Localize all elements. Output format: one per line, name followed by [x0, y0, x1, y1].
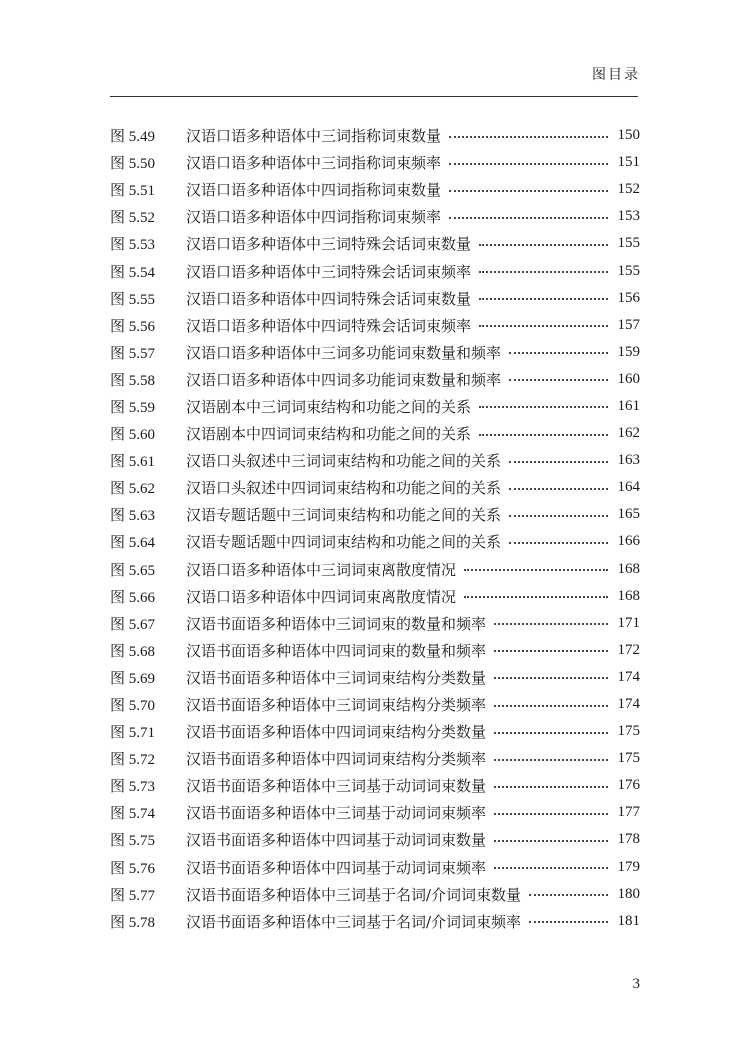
figure-label: 图 5.62: [110, 481, 156, 498]
figure-label: 图 5.72: [110, 752, 156, 769]
figure-label: 图 5.61: [110, 454, 156, 471]
figure-label: 图 5.74: [110, 806, 156, 823]
figure-title: 汉语口语多种语体中四词特殊会话词束频率: [186, 316, 472, 335]
figure-title: 汉语口语多种语体中三词特殊会话词束频率: [186, 262, 472, 281]
figure-label: 图 5.51: [110, 183, 156, 200]
figure-label: 图 5.56: [110, 318, 156, 335]
toc-entry[interactable]: [110, 854, 640, 881]
dot-leader: [479, 271, 608, 273]
figure-title: 汉语专题话题中三词词束结构和功能之间的关系: [186, 506, 502, 525]
figure-title: 汉语剧本中三词词束结构和功能之间的关系: [186, 397, 472, 416]
figure-page-number: 162: [617, 425, 640, 442]
figure-label: 图 5.59: [110, 399, 156, 416]
figure-label: 图 5.69: [110, 670, 156, 687]
figure-label: 图 5.54: [110, 264, 156, 281]
figure-page-number: 157: [617, 316, 640, 333]
toc-entry[interactable]: [110, 122, 640, 149]
figure-label: 图 5.65: [110, 562, 156, 579]
toc-entry[interactable]: [110, 230, 640, 257]
dot-leader: [464, 596, 608, 598]
toc-entry[interactable]: [110, 772, 640, 799]
dot-leader: [494, 759, 608, 761]
figure-title: 汉语书面语多种语体中四词基于动词词束频率: [186, 858, 487, 877]
figure-title: 汉语书面语多种语体中三词基于名词/介词词束频率: [186, 912, 522, 931]
figure-page-number: 179: [617, 858, 640, 875]
figure-label: 图 5.53: [110, 237, 156, 254]
figure-page-number: 168: [617, 587, 640, 604]
toc-entry[interactable]: [110, 393, 640, 420]
figure-title: 汉语口语多种语体中四词特殊会话词束数量: [186, 289, 472, 308]
figure-title: 汉语口头叙述中三词词束结构和功能之间的关系: [186, 452, 502, 471]
toc-entry[interactable]: [110, 447, 640, 474]
header-rule: [110, 96, 638, 97]
dot-leader: [509, 542, 608, 544]
figure-title: 汉语剧本中四词词束结构和功能之间的关系: [186, 425, 472, 444]
dot-leader: [494, 677, 608, 679]
dot-leader: [494, 732, 608, 734]
figure-title: 汉语口语多种语体中三词词束离散度情况: [186, 560, 457, 579]
toc-entry[interactable]: [110, 664, 640, 691]
toc-entry[interactable]: [110, 908, 640, 935]
dot-leader: [479, 244, 608, 246]
dot-leader: [479, 406, 608, 408]
figure-page-number: 175: [617, 750, 640, 767]
figure-title: 汉语书面语多种语体中三词词束的数量和频率: [186, 614, 487, 633]
dot-leader: [479, 298, 608, 300]
figure-page-number: 171: [617, 614, 640, 631]
toc-entry[interactable]: [110, 583, 640, 610]
figure-title: 汉语口语多种语体中四词多功能词束数量和频率: [186, 370, 502, 389]
figure-label: 图 5.76: [110, 860, 156, 877]
figure-label: 图 5.67: [110, 616, 156, 633]
dot-leader: [449, 136, 608, 138]
dot-leader: [509, 352, 608, 354]
toc-entry[interactable]: [110, 501, 640, 528]
figure-page-number: 181: [617, 912, 640, 929]
dot-leader: [464, 569, 608, 571]
toc-entry[interactable]: [110, 176, 640, 203]
dot-leader: [494, 623, 608, 625]
toc-entry[interactable]: [110, 691, 640, 718]
toc-entry[interactable]: [110, 556, 640, 583]
toc-entry[interactable]: [110, 528, 640, 555]
figure-page-number: 175: [617, 723, 640, 740]
dot-leader: [479, 434, 608, 436]
toc-entry[interactable]: [110, 312, 640, 339]
toc-entry[interactable]: [110, 799, 640, 826]
toc-entry[interactable]: [110, 610, 640, 637]
dot-leader: [494, 813, 608, 815]
figure-label: 图 5.52: [110, 210, 156, 227]
figure-title: 汉语口语多种语体中三词特殊会话词束数量: [186, 235, 472, 254]
dot-leader: [494, 786, 608, 788]
figure-page-number: 164: [617, 479, 640, 496]
figure-label: 图 5.66: [110, 589, 156, 606]
dot-leader: [494, 705, 608, 707]
toc-entry[interactable]: [110, 826, 640, 853]
figure-page-number: 177: [617, 804, 640, 821]
figure-title: 汉语口语多种语体中四词指称词束数量: [186, 181, 442, 200]
figure-label: 图 5.57: [110, 345, 156, 362]
dot-leader: [449, 217, 608, 219]
list-of-figures: [110, 122, 640, 935]
toc-entry[interactable]: [110, 366, 640, 393]
dot-leader: [494, 840, 608, 842]
figure-page-number: 166: [617, 533, 640, 550]
figure-label: 图 5.78: [110, 914, 156, 931]
dot-leader: [509, 488, 608, 490]
toc-entry[interactable]: [110, 881, 640, 908]
figure-title: 汉语书面语多种语体中三词基于动词词束频率: [186, 804, 487, 823]
toc-entry[interactable]: [110, 339, 640, 366]
figure-page-number: 151: [617, 154, 640, 171]
figure-label: 图 5.63: [110, 508, 156, 525]
figure-label: 图 5.55: [110, 291, 156, 308]
toc-entry[interactable]: [110, 474, 640, 501]
toc-entry[interactable]: [110, 745, 640, 772]
dot-leader: [494, 867, 608, 869]
dot-leader: [509, 461, 608, 463]
figure-title: 汉语专题话题中四词词束结构和功能之间的关系: [186, 533, 502, 552]
figure-title: 汉语口语多种语体中四词词束离散度情况: [186, 587, 457, 606]
figure-label: 图 5.73: [110, 779, 156, 796]
figure-title: 汉语书面语多种语体中三词基于名词/介词词束数量: [186, 885, 522, 904]
figure-title: 汉语口语多种语体中三词指称词束数量: [186, 127, 442, 146]
dot-leader: [479, 325, 608, 327]
toc-entry[interactable]: [110, 257, 640, 284]
figure-title: 汉语口语多种语体中三词多功能词束数量和频率: [186, 343, 502, 362]
figure-page-number: 165: [617, 506, 640, 523]
figure-title: 汉语书面语多种语体中四词词束结构分类频率: [186, 750, 487, 769]
toc-entry[interactable]: [110, 285, 640, 312]
figure-title: 汉语口语多种语体中三词指称词束频率: [186, 154, 442, 173]
figure-page-number: 174: [617, 668, 640, 685]
figure-page-number: 168: [617, 560, 640, 577]
figure-label: 图 5.64: [110, 535, 156, 552]
dot-leader: [449, 163, 608, 165]
figure-page-number: 152: [617, 181, 640, 198]
figure-page-number: 155: [617, 262, 640, 279]
figure-label: 图 5.49: [110, 129, 156, 146]
toc-entry[interactable]: [110, 203, 640, 230]
figure-page-number: 156: [617, 289, 640, 306]
figure-page-number: 160: [617, 370, 640, 387]
figure-label: 图 5.71: [110, 725, 156, 742]
figure-page-number: 176: [617, 777, 640, 794]
figure-page-number: 174: [617, 696, 640, 713]
figure-title: 汉语口头叙述中四词词束结构和功能之间的关系: [186, 479, 502, 498]
figure-page-number: 150: [617, 127, 640, 144]
figure-title: 汉语书面语多种语体中四词词束的数量和频率: [186, 641, 487, 660]
dot-leader: [509, 379, 608, 381]
figure-page-number: 178: [617, 831, 640, 848]
figure-label: 图 5.58: [110, 372, 156, 389]
figure-title: 汉语书面语多种语体中四词基于动词词束数量: [186, 831, 487, 850]
figure-page-number: 155: [617, 235, 640, 252]
toc-entry[interactable]: [110, 637, 640, 664]
figure-label: 图 5.75: [110, 833, 156, 850]
figure-title: 汉语书面语多种语体中三词基于动词词束数量: [186, 777, 487, 796]
figure-label: 图 5.60: [110, 427, 156, 444]
figure-title: 汉语口语多种语体中四词指称词束频率: [186, 208, 442, 227]
figure-title: 汉语书面语多种语体中四词词束结构分类数量: [186, 723, 487, 742]
dot-leader: [529, 894, 608, 896]
figure-page-number: 180: [617, 885, 640, 902]
dot-leader: [449, 190, 608, 192]
figure-label: 图 5.70: [110, 698, 156, 715]
toc-entry[interactable]: [110, 718, 640, 745]
figure-title: 汉语书面语多种语体中三词词束结构分类频率: [186, 696, 487, 715]
figure-page-number: 172: [617, 641, 640, 658]
figure-page-number: 153: [617, 208, 640, 225]
page-number: 3: [632, 976, 640, 992]
figure-page-number: 161: [617, 397, 640, 414]
toc-entry[interactable]: [110, 420, 640, 447]
figure-label: 图 5.68: [110, 643, 156, 660]
dot-leader: [509, 515, 608, 517]
figure-label: 图 5.50: [110, 156, 156, 173]
running-head: 图目录: [592, 67, 640, 83]
figure-label: 图 5.77: [110, 887, 156, 904]
dot-leader: [494, 650, 608, 652]
figure-page-number: 163: [617, 452, 640, 469]
figure-title: 汉语书面语多种语体中三词词束结构分类数量: [186, 668, 487, 687]
dot-leader: [529, 921, 608, 923]
toc-entry[interactable]: [110, 149, 640, 176]
figure-page-number: 159: [617, 343, 640, 360]
